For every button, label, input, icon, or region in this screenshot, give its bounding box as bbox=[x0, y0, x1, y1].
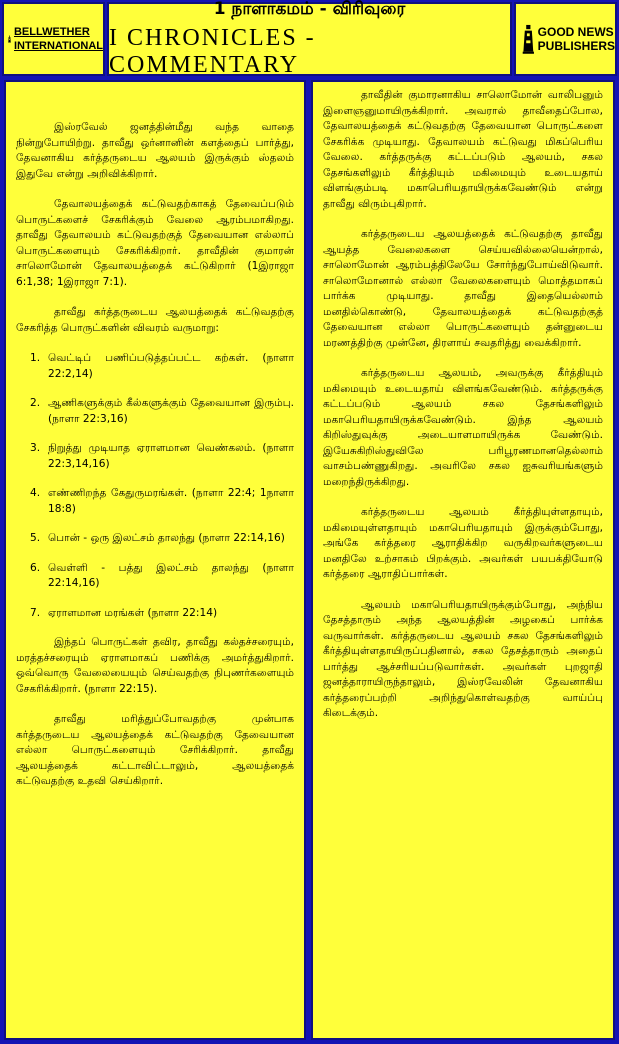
paragraph: தேவாலயத்தைக் கட்டுவதற்காகத் தேவைப்படும் பொருட்களைச் சேகரிக்கும் வேலை ஆரம்பமாகிறது. தாவீது தேவாலயம் கட்டுவதற்குத் தேவையான எல்லாப் பொருட்களையும் சேகரிக்கிறார். தாவீதின் குமாரன் சாலொமோன் தேவாலயத்தைக் கட்டுகிறார் (1இராஜா 6:1,38; 1இராஜா 7:1). bbox=[16, 198, 294, 288]
good-news-logo bbox=[514, 2, 617, 76]
item-number: 6. bbox=[30, 561, 41, 574]
item-text: வெட்டிப் பணிப்படுத்தப்பட்ட கற்கள். (நாளா 22:2,14) bbox=[48, 352, 294, 380]
left-column bbox=[4, 80, 306, 1040]
list-item bbox=[30, 441, 294, 472]
paragraph: இந்தப் பொருட்கள் தவிர, தாவீது கல்தச்சரையும், மரத்தச்சரையும் ஏராளமாகப் பணிக்கு அமர்த்துகிறார். ஒவ்வொரு வேலையையும் செய்வதற்கு நிபுணர்களையும் சேகரிக்கிறார். (நாளா 22:15). bbox=[16, 636, 294, 695]
paragraph: கர்த்தருடைய ஆலயம், அவருக்கு கீர்த்தியும் மகிமையும் உடையதாய் விளங்கவேண்டும். கர்த்தருக்கு கட்டப்படும் ஆலயம் சகல தேசங்களிலும் மகாபெரியதாயிருக்கவேண்டும். இந்த ஆலயம் கிறிஸ்துவுக்கு அடையாளமாயிருக்க வேண்டும். இயேசுகிறிஸ்துவிலே பரிபூரணமானதெல்லாம் வாசம்பண்ணுகிறது. அவரிலே சகல ஐசுவரியங்களும் மறைந்திருக்கிறது. bbox=[323, 367, 603, 488]
list-item bbox=[30, 561, 294, 592]
materials-list bbox=[16, 351, 294, 621]
item-text: எண்ணிறந்த கேதுருமரங்கள். (நாளா 22:4; 1நாளா 18:8) bbox=[48, 487, 294, 515]
item-text: ஏராளமான மரங்கள் (நாளா 22:14) bbox=[48, 606, 218, 619]
header-bar bbox=[2, 2, 617, 76]
item-text: வெள்ளி - பத்து இலட்சம் தாலந்து (நாளா 22:14,16) bbox=[48, 561, 294, 589]
list-item bbox=[30, 606, 294, 622]
title-panel bbox=[107, 2, 512, 76]
item-text: நிறுத்து முடியாத ஏராளமான வெண்கலம். (நாளா 22:3,14,16) bbox=[48, 442, 294, 470]
item-number: 1. bbox=[30, 352, 41, 364]
left-logo-line2: INTERNATIONAL bbox=[13, 40, 103, 52]
paragraph: கர்த்தருடைய ஆலயத்தைக் கட்டுவதற்கு தாவீது ஆயத்த வேலைகளை செய்யவில்லையென்றால், சாலொமோன் ஆரம்பத்திலேயே சோர்ந்துபோய்விடுவார். சாலொமோனால் எல்லா வேலைகளையும் மொத்தமாகப் பார்க்க முடியாது. தாவீது இதையெல்லாம் மனதில்கொண்டு, தேவாலயத்தைக் கட்டுவதற்குத் தேவையான எல்லா பொருட்களையும் தன்னுடைய மரணத்திற்கு முன்னே, திரளாய் சவதரித்து வைக்கிறார். bbox=[323, 228, 603, 349]
item-number: 3. bbox=[30, 442, 41, 454]
list-item bbox=[30, 351, 294, 382]
paragraph: இஸ்ரவேல் ஜனத்தின்மீது வந்த வாதை நின்றுபோயிற்று. தாவீது ஒர்னானின் களத்தைப் பார்த்து, தேவனாகிய கர்த்தருடைய ஆலயம் இருக்கும் ஸ்தலம் இதுவே என்று அறிவிக்கிறார். bbox=[16, 121, 294, 180]
item-text: ஆணிகளுக்கும் கீல்களுக்கும் தேவையான இரும்பு. (நாளா 22:3,16) bbox=[48, 397, 294, 425]
item-text: பொன் - ஒரு இலட்சம் தாலந்து (நாளா 22:14,16) bbox=[48, 532, 285, 544]
right-column bbox=[311, 80, 615, 1040]
list-item bbox=[30, 396, 294, 427]
paragraph: தாவீதின் குமாரனாகிய சாலொமோன் வாலிபனும் இளைஞனுமாயிருக்கிறார். அவரால் தாவீதைப்போல, தேவாலயத்தைக் கட்டுவதற்கு தேவையான பொருட்களை சேகரிக்க முடியாது. தேவாலயம் கட்டுவது மிகப்பெரிய வேலை. கர்த்தருக்கு கட்டப்படும் ஆலயம், சகல தேசங்களிலும் கீர்த்தியும் மகிமையும் உடையதாய் விளங்கும்படி மகாபெரியதாயிருக்கவேண்டும் என்று தாவீது விரும்புகிறார். bbox=[323, 89, 603, 210]
item-number: 5. bbox=[30, 532, 41, 544]
title-tamil: 1 நாளாகமம் - விரிவுரை bbox=[213, 0, 406, 19]
bellwether-logo bbox=[2, 2, 105, 76]
lamp-tower-icon bbox=[522, 17, 535, 61]
title-english: I CHRONICLES - COMMENTARY bbox=[109, 25, 316, 78]
paragraph: தாவீது மரித்துப்போவதற்கு முன்பாக கர்த்தருடைய ஆலயத்தைக் கட்டுவதற்கு தேவையான எல்லா பொருட்களையும் சேரிக்கிறார். தாவீது ஆலயத்தைக் கட்டாவிட்டாலும், ஆலயத்தைக் கட்டுவதற்கு உதவி செய்கிறார். bbox=[16, 713, 294, 787]
item-number: 2. bbox=[30, 397, 41, 409]
paragraph: ஆலயம் மகாபெரியதாயிருக்கும்போது, அந்நிய தேசத்தாரும் அந்த ஆலயத்தின் அழகைப் பார்க்க வருவார்கள். கர்த்தருடைய ஆலயம் சகல தேசங்களிலும் கீர்த்தியுள்ளதாயிருப்பதினால், சகல தேசத்தாரும் அதைப் பார்த்து ஆச்சரியப்படுவார்கள். அவர்கள் புறஜாதி ஜனத்தாராயிருந்தாலும், இஸ்ரவேலின் தேவனாகிய கர்த்தரைப்பற்றி அறிந்துகொள்வதற்கு வாய்ப்பு கிடைக்கும். bbox=[323, 598, 603, 719]
right-logo-line1: GOOD NEWS bbox=[537, 25, 614, 39]
list-item bbox=[30, 531, 294, 547]
left-logo-line1: BELLWETHER bbox=[13, 26, 90, 38]
item-number: 7. bbox=[30, 606, 41, 619]
paragraph: தாவீது கர்த்தருடைய ஆலயத்தைக் கட்டுவதற்கு சேகரித்த பொருட்களின் விவரம் வருமாறு: bbox=[16, 306, 294, 334]
paragraph: கர்த்தருடைய ஆலயம் கீர்த்தியுள்ளதாயும், மகிமையுள்ளதாயும் மகாபெரியதாயும் இருக்கும்போது, அங்கே கர்த்தரை ஆராதிக்கிற வருகிறவர்களுடைய மனதிலே உற்சாகம் பிறக்கும். அவர்கள் பயபக்தியோடு கர்த்தரை ஆராதிப்பார்கள். bbox=[323, 506, 603, 580]
right-logo-line2: PUBLISHERS bbox=[537, 39, 615, 53]
list-item bbox=[30, 486, 294, 517]
item-number: 4. bbox=[30, 487, 41, 499]
